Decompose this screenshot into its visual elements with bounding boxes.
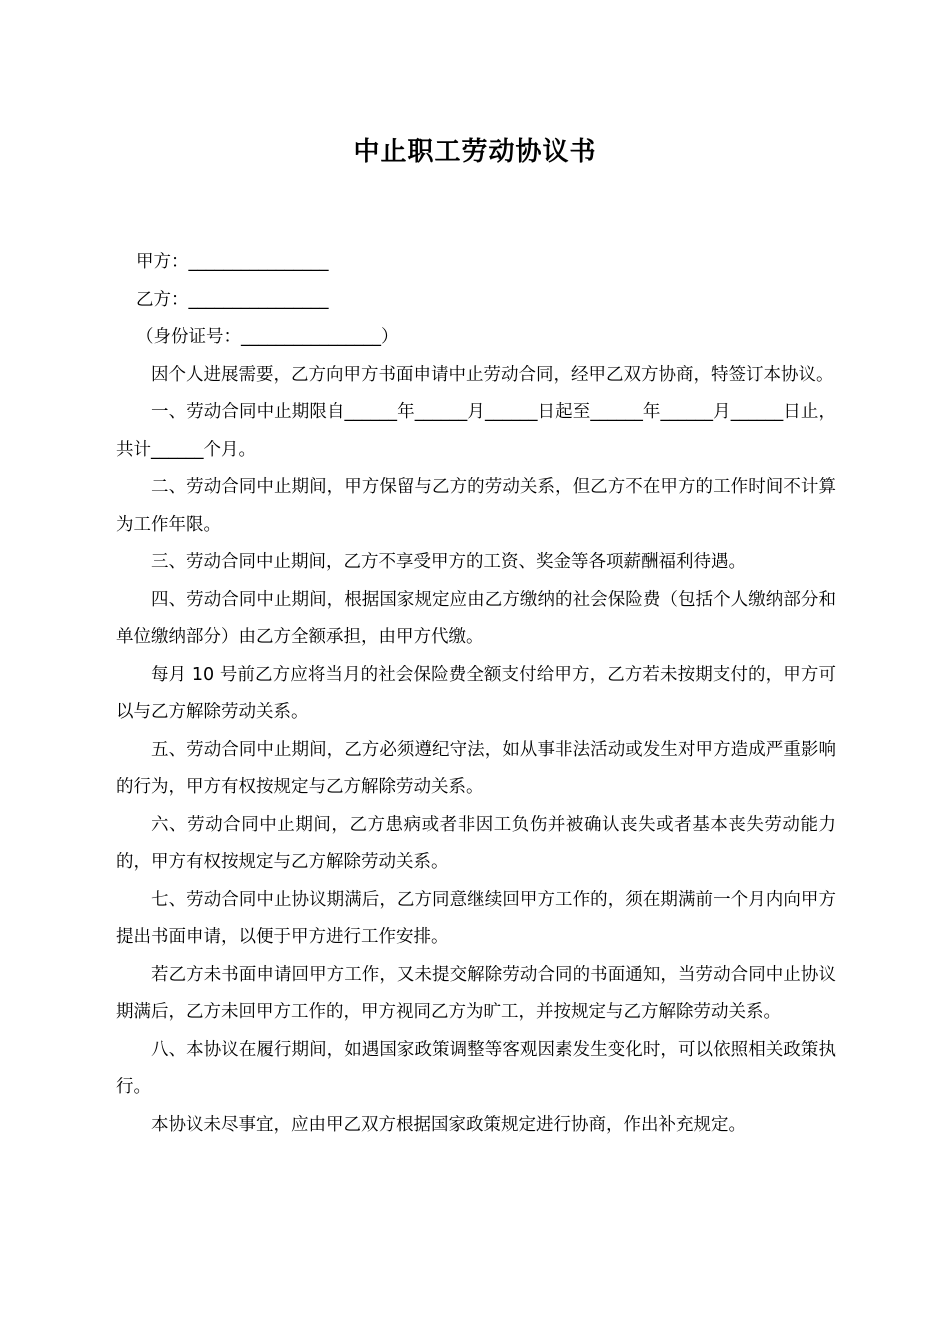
paragraph-clause-5: 五、劳动合同中止期间，乙方必须遵纪守法，如从事非法活动或发生对甲方造成严重影响的行为，甲方有权按规定与乙方解除劳动关系。: [116, 739, 836, 797]
paragraph-clause-7-note: 若乙方未书面申请回甲方工作，又未提交解除劳动合同的书面通知，当劳动合同中止协议期满后，乙方未回甲方工作的，甲方视同乙方为旷工，并按规定与乙方解除劳动关系。: [116, 964, 836, 1022]
document-title: 中止职工劳动协议书: [353, 137, 597, 167]
paragraph-clause-8: 八、本协议在履行期间，如遇国家政策调整等客观因素发生变化时，可以依照相关政策执行。: [116, 1039, 836, 1097]
document-body: [116, 244, 836, 1144]
paragraph-clause-7: 七、劳动合同中止协议期满后，乙方同意继续回甲方工作的，须在期满前一个月内向甲方提出书面申请，以便于甲方进行工作安排。: [116, 889, 836, 947]
paragraph-clause-3: 三、劳动合同中止期间，乙方不享受甲方的工资、奖金等各项薪酬福利待遇。: [151, 552, 746, 572]
party-a-field: 甲方：________________: [136, 252, 329, 272]
paragraph-clause-4: 四、劳动合同中止期间，根据国家规定应由乙方缴纳的社会保险费（包括个人缴纳部分和单位缴纳部分）由乙方全额承担，由甲方代缴。: [116, 589, 836, 647]
paragraph-clause-4-note: 每月 10 号前乙方应将当月的社会保险费全额支付给甲方，乙方若未按期支付的，甲方可以与乙方解除劳动关系。: [116, 664, 836, 722]
paragraph-clause-1: 一、劳动合同中止期限自______年______月______日起至______年______月______日止，共计______个月。: [116, 402, 836, 460]
paragraph-closing: 本协议未尽事宜，应由甲乙双方根据国家政策规定进行协商，作出补充规定。: [151, 1114, 746, 1135]
paragraph-intro: 因个人进展需要，乙方向甲方书面申请中止劳动合同，经甲乙双方协商，特签订本协议。: [151, 364, 834, 385]
party-b-field: 乙方：________________: [136, 289, 329, 310]
id-number-field: （身份证号：________________）: [136, 327, 399, 347]
paragraph-clause-6: 六、劳动合同中止期间，乙方患病或者非因工负伤并被确认丧失或者基本丧失劳动能力的，甲方有权按规定与乙方解除劳动关系。: [116, 814, 836, 872]
paragraph-clause-2: 二、劳动合同中止期间，甲方保留与乙方的劳动关系，但乙方不在甲方的工作时间不计算为工作年限。: [116, 477, 836, 535]
